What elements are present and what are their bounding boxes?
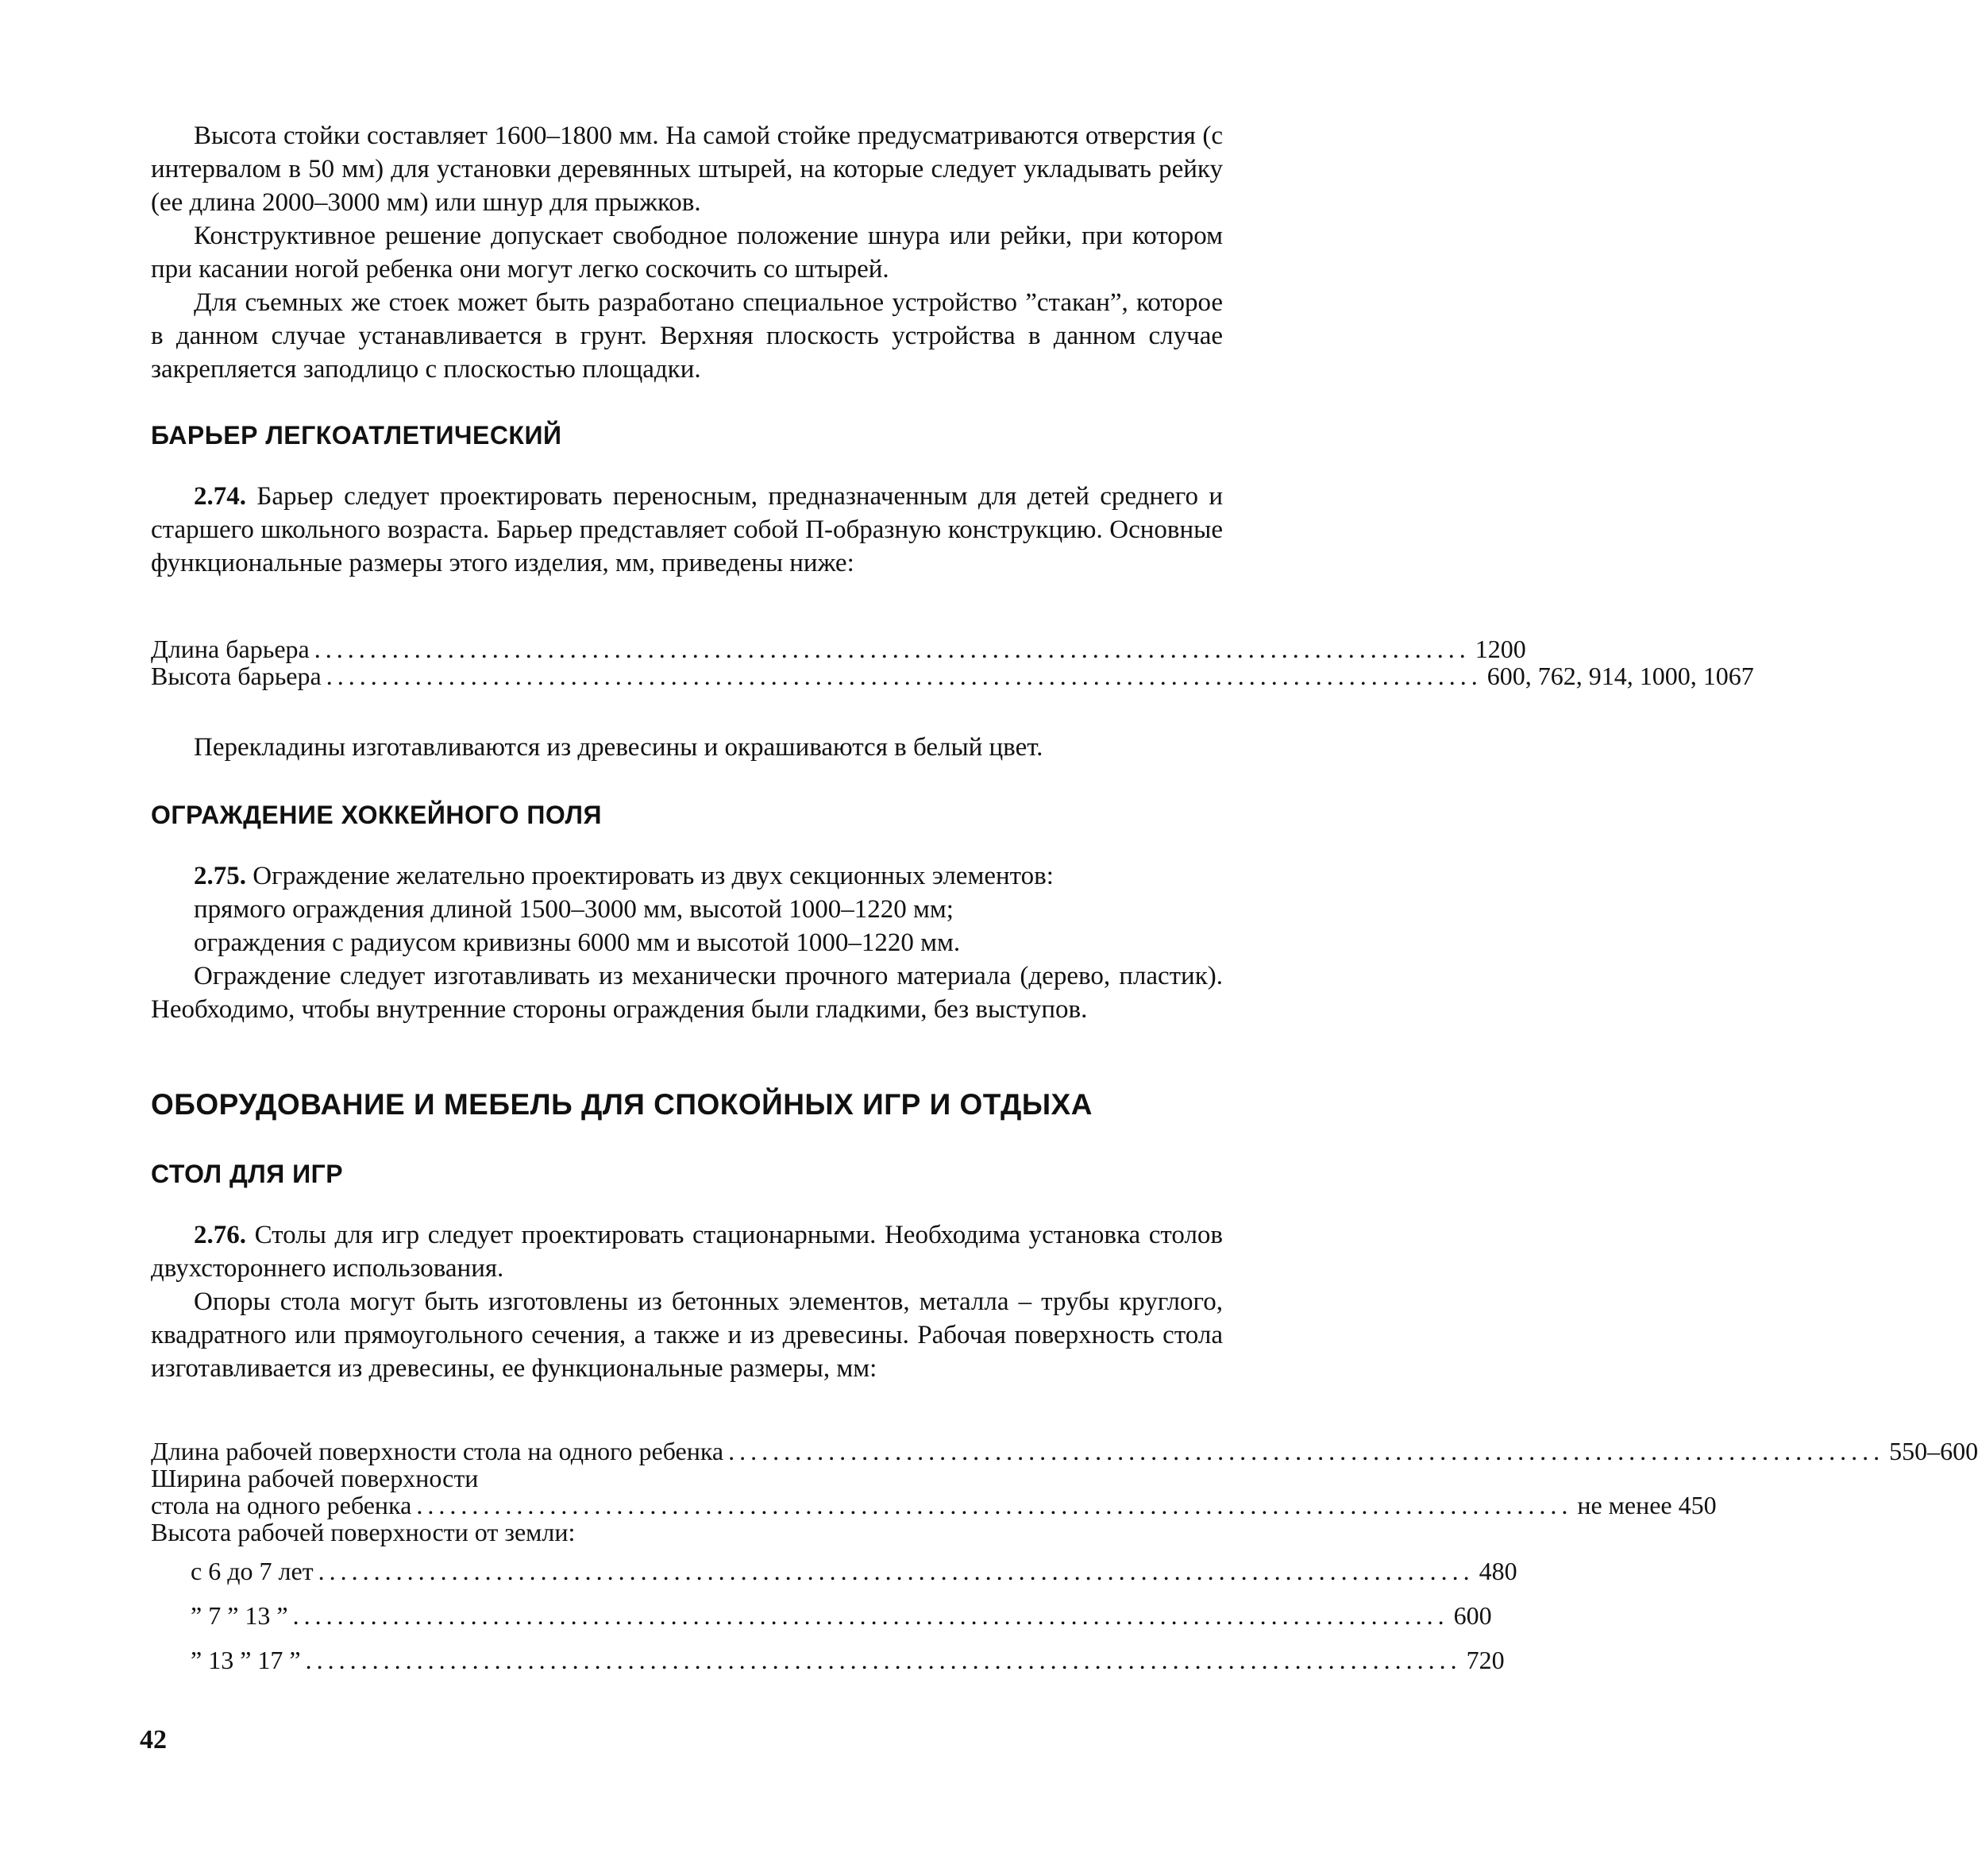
fence-paragraph	[151, 859, 1223, 893]
table-block	[151, 1218, 1223, 1385]
height-value: 720	[1466, 1646, 1505, 1674]
barrier-specs	[151, 635, 1754, 690]
fence-line-straight: прямого ограждения длиной 1500–3000 мм, высотой 1000–1220 мм;	[194, 895, 954, 924]
spec-row-surface-length	[151, 1437, 1978, 1465]
spec-label: Длина барьера	[151, 635, 310, 663]
table-heading: СТОЛ ДЛЯ ИГР	[151, 1160, 344, 1188]
table-clause-number: 2.76.	[194, 1221, 246, 1249]
table-paragraph	[151, 1218, 1223, 1285]
height-label: с 6 до 7 лет	[191, 1557, 314, 1585]
spec-value: 550–600	[1889, 1437, 1978, 1465]
spec-label-surface-width: Ширина рабочей поверхности	[151, 1464, 479, 1492]
dot-leader: ........................................................................................................	[292, 1601, 1449, 1630]
table-specs	[151, 1437, 1978, 1546]
spec-label: Длина рабочей поверхности стола на одного ребенка	[151, 1437, 724, 1465]
spec-value: 600, 762, 914, 1000, 1067	[1486, 662, 1754, 690]
height-row	[191, 1593, 1492, 1638]
barrier-clause-number: 2.74.	[194, 482, 246, 511]
spec-label: стола на одного ребенка	[151, 1491, 412, 1519]
fence-line-curved: ограждения с радиусом кривизны 6000 мм и высотой 1000–1220 мм.	[194, 928, 961, 957]
barrier-block	[151, 480, 1223, 580]
dot-leader: ........................................................................................................	[326, 662, 1483, 690]
equipment-heading: ОБОРУДОВАНИЕ И МЕБЕЛЬ ДЛЯ СПОКОЙНЫХ ИГР И ОТДЫХА	[151, 1088, 1093, 1121]
spec-label: Высота барьера	[151, 662, 322, 690]
fence-text: Ограждение желательно проектировать из двух секционных элементов:	[253, 862, 1054, 890]
height-label: ” 13 ” 17 ”	[191, 1646, 301, 1674]
barrier-note: Перекладины изготавливаются из древесины и окрашиваются в белый цвет.	[194, 733, 1043, 762]
dot-leader: ........................................................................................................	[318, 1557, 1475, 1585]
dot-leader: ........................................................................................................	[416, 1491, 1573, 1519]
intro-paragraph-1: Высота стойки составляет 1600–1800 мм. На самой стойке предусматриваются отверстия (с интервалом в 50 мм) для установки деревянных штырей, на которые следует укладывать рейку (ее длина 2000–3000 мм) или шнур для прыжков.	[151, 122, 1223, 217]
spec-value: не менее 450	[1577, 1491, 1717, 1519]
fence-clause-number: 2.75.	[194, 862, 246, 890]
dot-leader: ........................................................................................................	[314, 635, 1471, 663]
spec-row-surface-width	[151, 1491, 1717, 1519]
intro-paragraph-2: Конструктивное решение допускает свободное положение шнура или рейки, при котором при касании ногой ребенка они могут легко соскочить со штырей.	[151, 222, 1223, 284]
barrier-note-block	[151, 731, 1223, 764]
fence-heading: ОГРАЖДЕНИЕ ХОККЕЙНОГО ПОЛЯ	[151, 801, 602, 829]
height-row	[191, 1549, 1517, 1593]
page-number: 42	[140, 1725, 167, 1754]
spec-label-surface-height: Высота рабочей поверхности от земли:	[151, 1518, 576, 1546]
height-value: 480	[1479, 1557, 1517, 1585]
height-value: 600	[1453, 1601, 1492, 1630]
fence-paragraph-2: Ограждение следует изготавливать из механически прочного материала (дерево, пластик). Необходимо, чтобы внутренние стороны ограждения были гладкими, без выступов.	[151, 962, 1223, 1024]
fence-block	[151, 859, 1223, 1026]
dot-leader: ........................................................................................................	[728, 1437, 1885, 1465]
intro-paragraph-3: Для съемных же стоек может быть разработано специальное устройство ”стакан”, которое в данном случае устанавливается в грунт. Верхняя плоскость устройства в данном случае закрепляется заподлицо с плоскостью площадки.	[151, 288, 1223, 384]
height-specs	[191, 1549, 1517, 1682]
table-paragraph-2: Опоры стола могут быть изготовлены из бетонных элементов, металла – трубы круглого, квадратного или прямоугольного сечения, а также и из древесины. Рабочая поверхность стола изготавливается из древесины, ее функциональные размеры, мм:	[151, 1287, 1223, 1383]
spec-row-barrier-height	[151, 662, 1754, 690]
barrier-paragraph	[151, 480, 1223, 580]
dot-leader: ........................................................................................................	[305, 1646, 1462, 1674]
table-text: Столы для игр следует проектировать стационарными. Необходима установка столов двухстороннего использования.	[151, 1221, 1223, 1283]
height-label: ” 7 ” 13 ”	[191, 1601, 288, 1630]
barrier-text: Барьер следует проектировать переносным, предназначенным для детей среднего и старшего школьного возраста. Барьер представляет собой П-образную конструкцию. Основные функциональные размеры этого изделия, мм, приведены ниже:	[151, 482, 1224, 577]
spec-row-barrier-length	[151, 635, 1526, 663]
barrier-heading: БАРЬЕР ЛЕГКОАТЛЕТИЧЕСКИЙ	[151, 421, 562, 450]
spec-value: 1200	[1475, 635, 1526, 663]
height-row	[191, 1638, 1505, 1682]
intro-block	[151, 119, 1223, 386]
